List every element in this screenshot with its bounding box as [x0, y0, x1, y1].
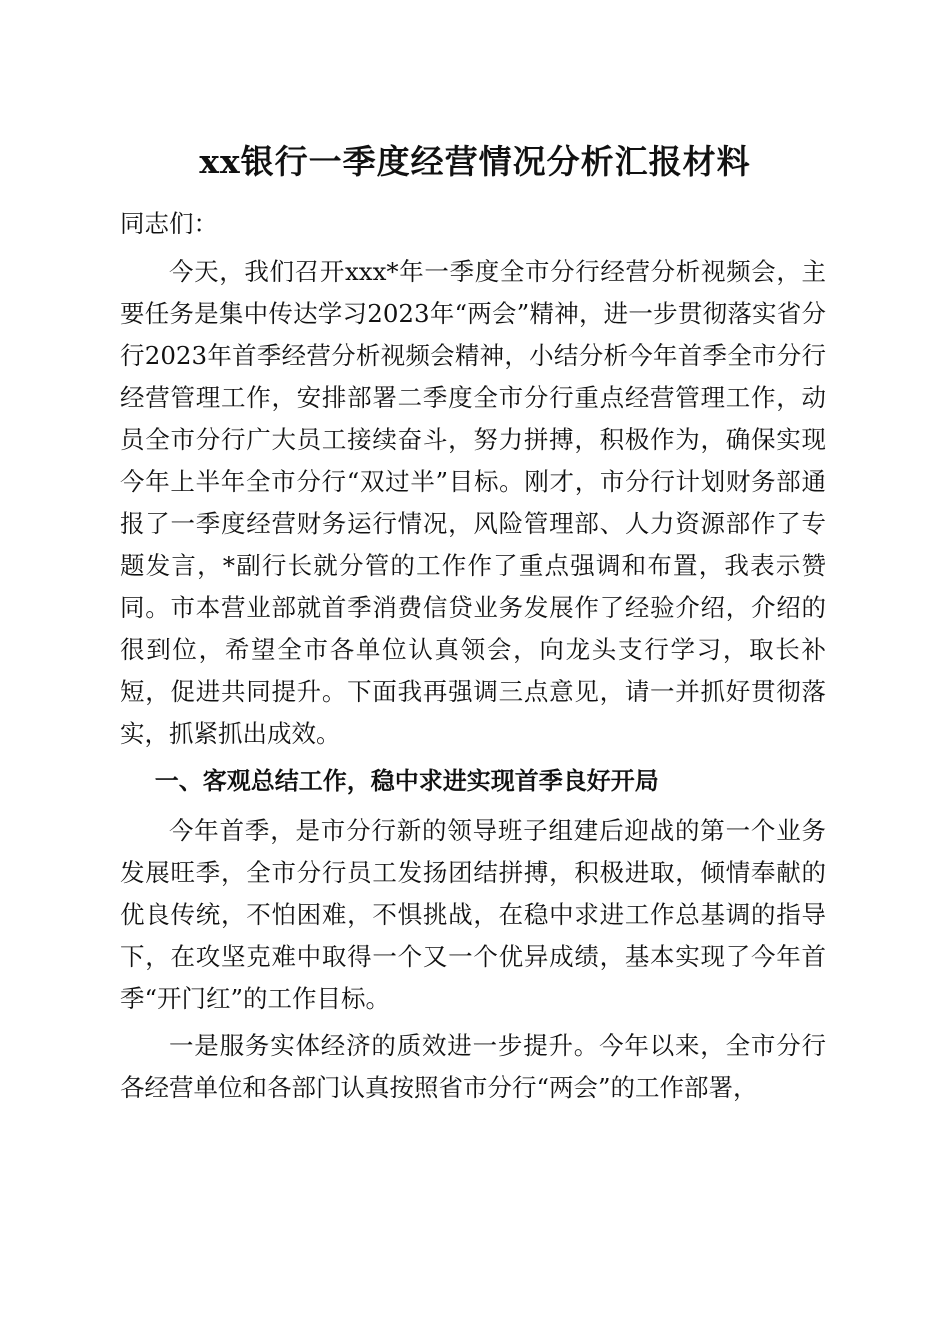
section1-paragraph-1: 今年首季，是市分行新的领导班子组建后迎战的第一个业务发展旺季，全市分行员工发扬团结拼搏，积极进取，倾情奉献的优良传统，不怕困难，不惧挑战，在稳中求进工作总基调的指导下，在攻坚克难中取得一个又一个优异成绩，基本实现了今年首季“开门红”的工作目标。	[120, 816, 826, 1013]
salutation: 同志们：	[120, 209, 218, 238]
intro-paragraph: 今天，我们召开xxx*年一季度全市分行经营分析视频会，主要任务是集中传达学习2023年“两会”精神，进一步贯彻落实省分行2023年首季经营分析视频会精神，小结分析今年首季全市分行经营管理工作，安排部署二季度全市分行重点经营管理工作，动员全市分行广大员工接续奋斗，努力拼搏，积极作为，确保实现今年上半年全市分行“双过半”目标。刚才，市分行计划财务部通报了一季度经营财务运行情况，风险管理部、人力资源部作了专题发言，*副行长就分管的工作作了重点强调和布置，我表示赞同。市本营业部就首季消费信贷业务发展作了经验介绍，介绍的很到位，希望全市各单位认真领会，向龙头支行学习，取长补短，促进共同提升。下面我再强调三点意见，请一并抓好贯彻落实，抓紧抓出成效。	[120, 257, 826, 748]
document-body	[120, 203, 826, 1114]
section-heading-1: 一、客观总结工作，稳中求进实现首季良好开局	[154, 767, 659, 795]
section1-paragraph-2: 一是服务实体经济的质效进一步提升。今年以来，全市分行各经营单位和各部门认真按照省市分行“两会”的工作部署，	[120, 1031, 826, 1102]
document-title: xx银行一季度经营情况分析汇报材料	[199, 142, 751, 181]
